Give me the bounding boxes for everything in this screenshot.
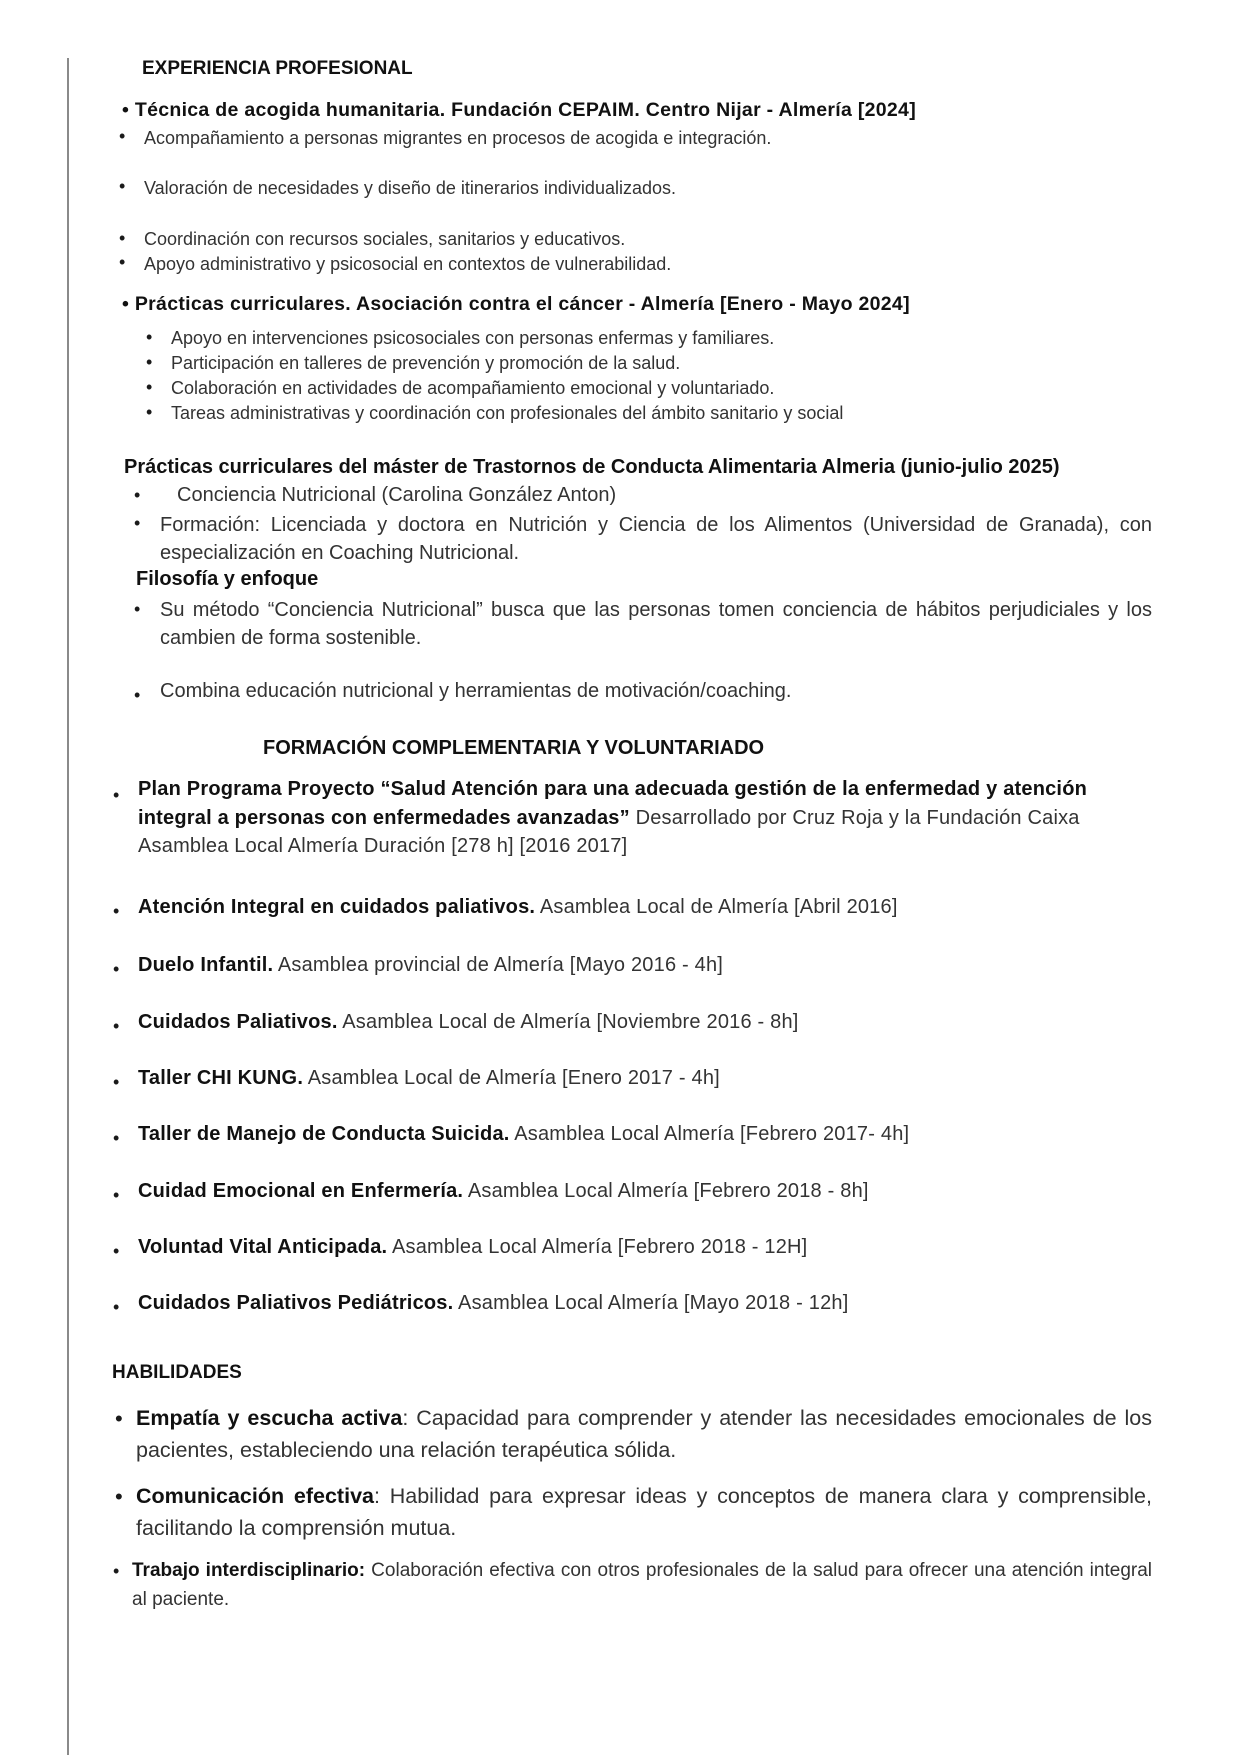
training-details: Asamblea Local Almería [Febrero 2018 - 8h] (463, 1180, 869, 1202)
training-title: Taller CHI KUNG. (138, 1067, 304, 1089)
training-title: Plan Programa Proyecto “Salud Atención para una adecuada gestión de la enfermedad y atención integral a personas con enfermedades avanzadas” (138, 778, 1088, 829)
subheading: Filosofía y enfoque (136, 568, 319, 590)
list-item: Conciencia Nutricional (Carolina González Anton) (177, 484, 617, 506)
job-heading-text: Técnica de acogida humanitaria. Fundación CEPAIM. Centro Nijar - Almería [2024] (134, 99, 916, 121)
bullet-icon: • (146, 402, 153, 422)
skill-title: Empatía y escucha activa (136, 1406, 403, 1430)
bullet-icon: • (134, 513, 141, 533)
list-item: Valoración de necesidades y diseño de itinerarios individualizados. (144, 178, 676, 198)
training-details: Asamblea Local de Almería [Enero 2017 - 4h] (303, 1067, 720, 1089)
bullet-icon: • (119, 228, 126, 248)
bullet-icon: • (113, 1561, 120, 1581)
job-heading-text: Prácticas curriculares. Asociación contra el cáncer - Almería [Enero - Mayo 2024] (134, 293, 910, 315)
skill-description: : Habilidad para expresar ideas y conceptos de manera clara y comprensible, facilitando la comprensión mutua. (136, 1484, 1152, 1540)
training-title: Taller de Manejo de Conducta Suicida. (138, 1123, 510, 1145)
training-item (138, 896, 898, 919)
list-item: Su método “Conciencia Nutricional” busca que las personas tomen conciencia de hábitos perjudiciales y los cambien de forma sostenible. (160, 599, 1152, 649)
training-title: Duelo Infantil. (138, 954, 274, 976)
list-item: Acompañamiento a personas migrantes en procesos de acogida e integración. (144, 128, 772, 148)
section-title-formacion: FORMACIÓN COMPLEMENTARIA Y VOLUNTARIADO (263, 737, 765, 759)
bullet-icon: • (119, 126, 126, 146)
list-item: Apoyo administrativo y psicosocial en contextos de vulnerabilidad. (144, 254, 672, 274)
bullet-icon: • (115, 1484, 123, 1509)
skill-item (136, 1480, 1152, 1544)
training-details: Asamblea Local de Almería [Noviembre 2016 - 8h] (337, 1011, 799, 1033)
training-title: Atención Integral en cuidados paliativos. (138, 896, 536, 918)
bullet-icon: • (134, 685, 141, 705)
training-details: Asamblea Local Almería [Febrero 2017- 4h] (509, 1123, 910, 1145)
training-details: Asamblea Local Almería [Febrero 2018 - 12H] (387, 1236, 808, 1258)
bullet-icon: • (113, 1241, 120, 1261)
training-details: Desarrollado por Cruz Roja y la Fundación Caixa Asamblea Local Almería Duración [278 h] [2016 2017] (138, 806, 1080, 857)
skill-title: Trabajo interdisciplinario: (132, 1560, 366, 1581)
training-item (138, 1292, 848, 1315)
training-item (138, 775, 1138, 861)
bullet-icon: • (134, 485, 141, 505)
training-item (138, 1236, 807, 1259)
bullet-icon: • (113, 1016, 120, 1036)
bullet-icon: • (113, 901, 120, 921)
list-item: Apoyo en intervenciones psicosociales con personas enfermas y familiares. (171, 328, 775, 348)
training-item (138, 1123, 909, 1146)
skill-item (136, 1402, 1152, 1466)
bullet-icon: • (146, 352, 153, 372)
job-heading: • Prácticas curriculares. Asociación contra el cáncer - Almería [Enero - Mayo 2024] (122, 293, 910, 315)
bullet-icon: • (113, 1072, 120, 1092)
bullet-icon: • (113, 785, 120, 805)
training-title: Voluntad Vital Anticipada. (138, 1236, 388, 1258)
bullet-icon: • (134, 599, 141, 619)
training-title: Cuidad Emocional en Enfermería. (138, 1180, 464, 1202)
job-heading: Prácticas curriculares del máster de Trastornos de Conducta Alimentaria Almeria (junio-julio 2025) (124, 456, 1060, 478)
list-item: Formación: Licenciada y doctora en Nutrición y Ciencia de los Alimentos (Universidad de Granada), con especialización en Coaching Nutricional. (160, 514, 1152, 564)
list-item: Combina educación nutricional y herramientas de motivación/coaching. (160, 680, 792, 702)
list-item: Coordinación con recursos sociales, sanitarios y educativos. (144, 229, 626, 249)
training-details: Asamblea Local Almería [Mayo 2018 - 12h] (453, 1292, 849, 1314)
list-item: Participación en talleres de prevención y promoción de la salud. (171, 353, 681, 373)
job-heading: • Técnica de acogida humanitaria. Fundación CEPAIM. Centro Nijar - Almería [2024] (122, 99, 916, 121)
skill-description: Colaboración efectiva con otros profesionales de la salud para ofrecer una atención integral al paciente. (132, 1560, 1152, 1610)
bullet-icon: • (113, 1128, 120, 1148)
bullet-icon: • (119, 176, 126, 196)
training-details: Asamblea provincial de Almería [Mayo 2016 - 4h] (273, 954, 724, 976)
bullet-icon: • (115, 1406, 123, 1431)
training-item (138, 1067, 720, 1090)
training-details: Asamblea Local de Almería [Abril 2016] (535, 896, 898, 918)
bullet-icon: • (146, 327, 153, 347)
section-title-experiencia: EXPERIENCIA PROFESIONAL (142, 58, 413, 79)
training-title: Cuidados Paliativos. (138, 1011, 338, 1033)
skill-item (132, 1556, 1152, 1614)
list-item: Colaboración en actividades de acompañamiento emocional y voluntariado. (171, 378, 775, 398)
training-title: Cuidados Paliativos Pediátricos. (138, 1292, 454, 1314)
training-item (138, 1180, 869, 1203)
bullet-icon: • (146, 377, 153, 397)
skill-description: : Capacidad para comprender y atender las necesidades emocionales de los pacientes, estableciendo una relación terapéutica sólida. (136, 1406, 1153, 1462)
bullet-icon: • (113, 1185, 120, 1205)
bullet-icon: • (113, 1297, 120, 1317)
bullet-icon: • (113, 959, 120, 979)
section-title-habilidades: HABILIDADES (112, 1362, 242, 1383)
list-item: Tareas administrativas y coordinación con profesionales del ámbito sanitario y social (171, 403, 844, 423)
left-margin-rule (67, 58, 69, 1755)
skill-title: Comunicación efectiva (136, 1484, 374, 1508)
training-item (138, 1011, 799, 1034)
bullet-icon: • (119, 252, 126, 272)
training-item (138, 954, 723, 977)
